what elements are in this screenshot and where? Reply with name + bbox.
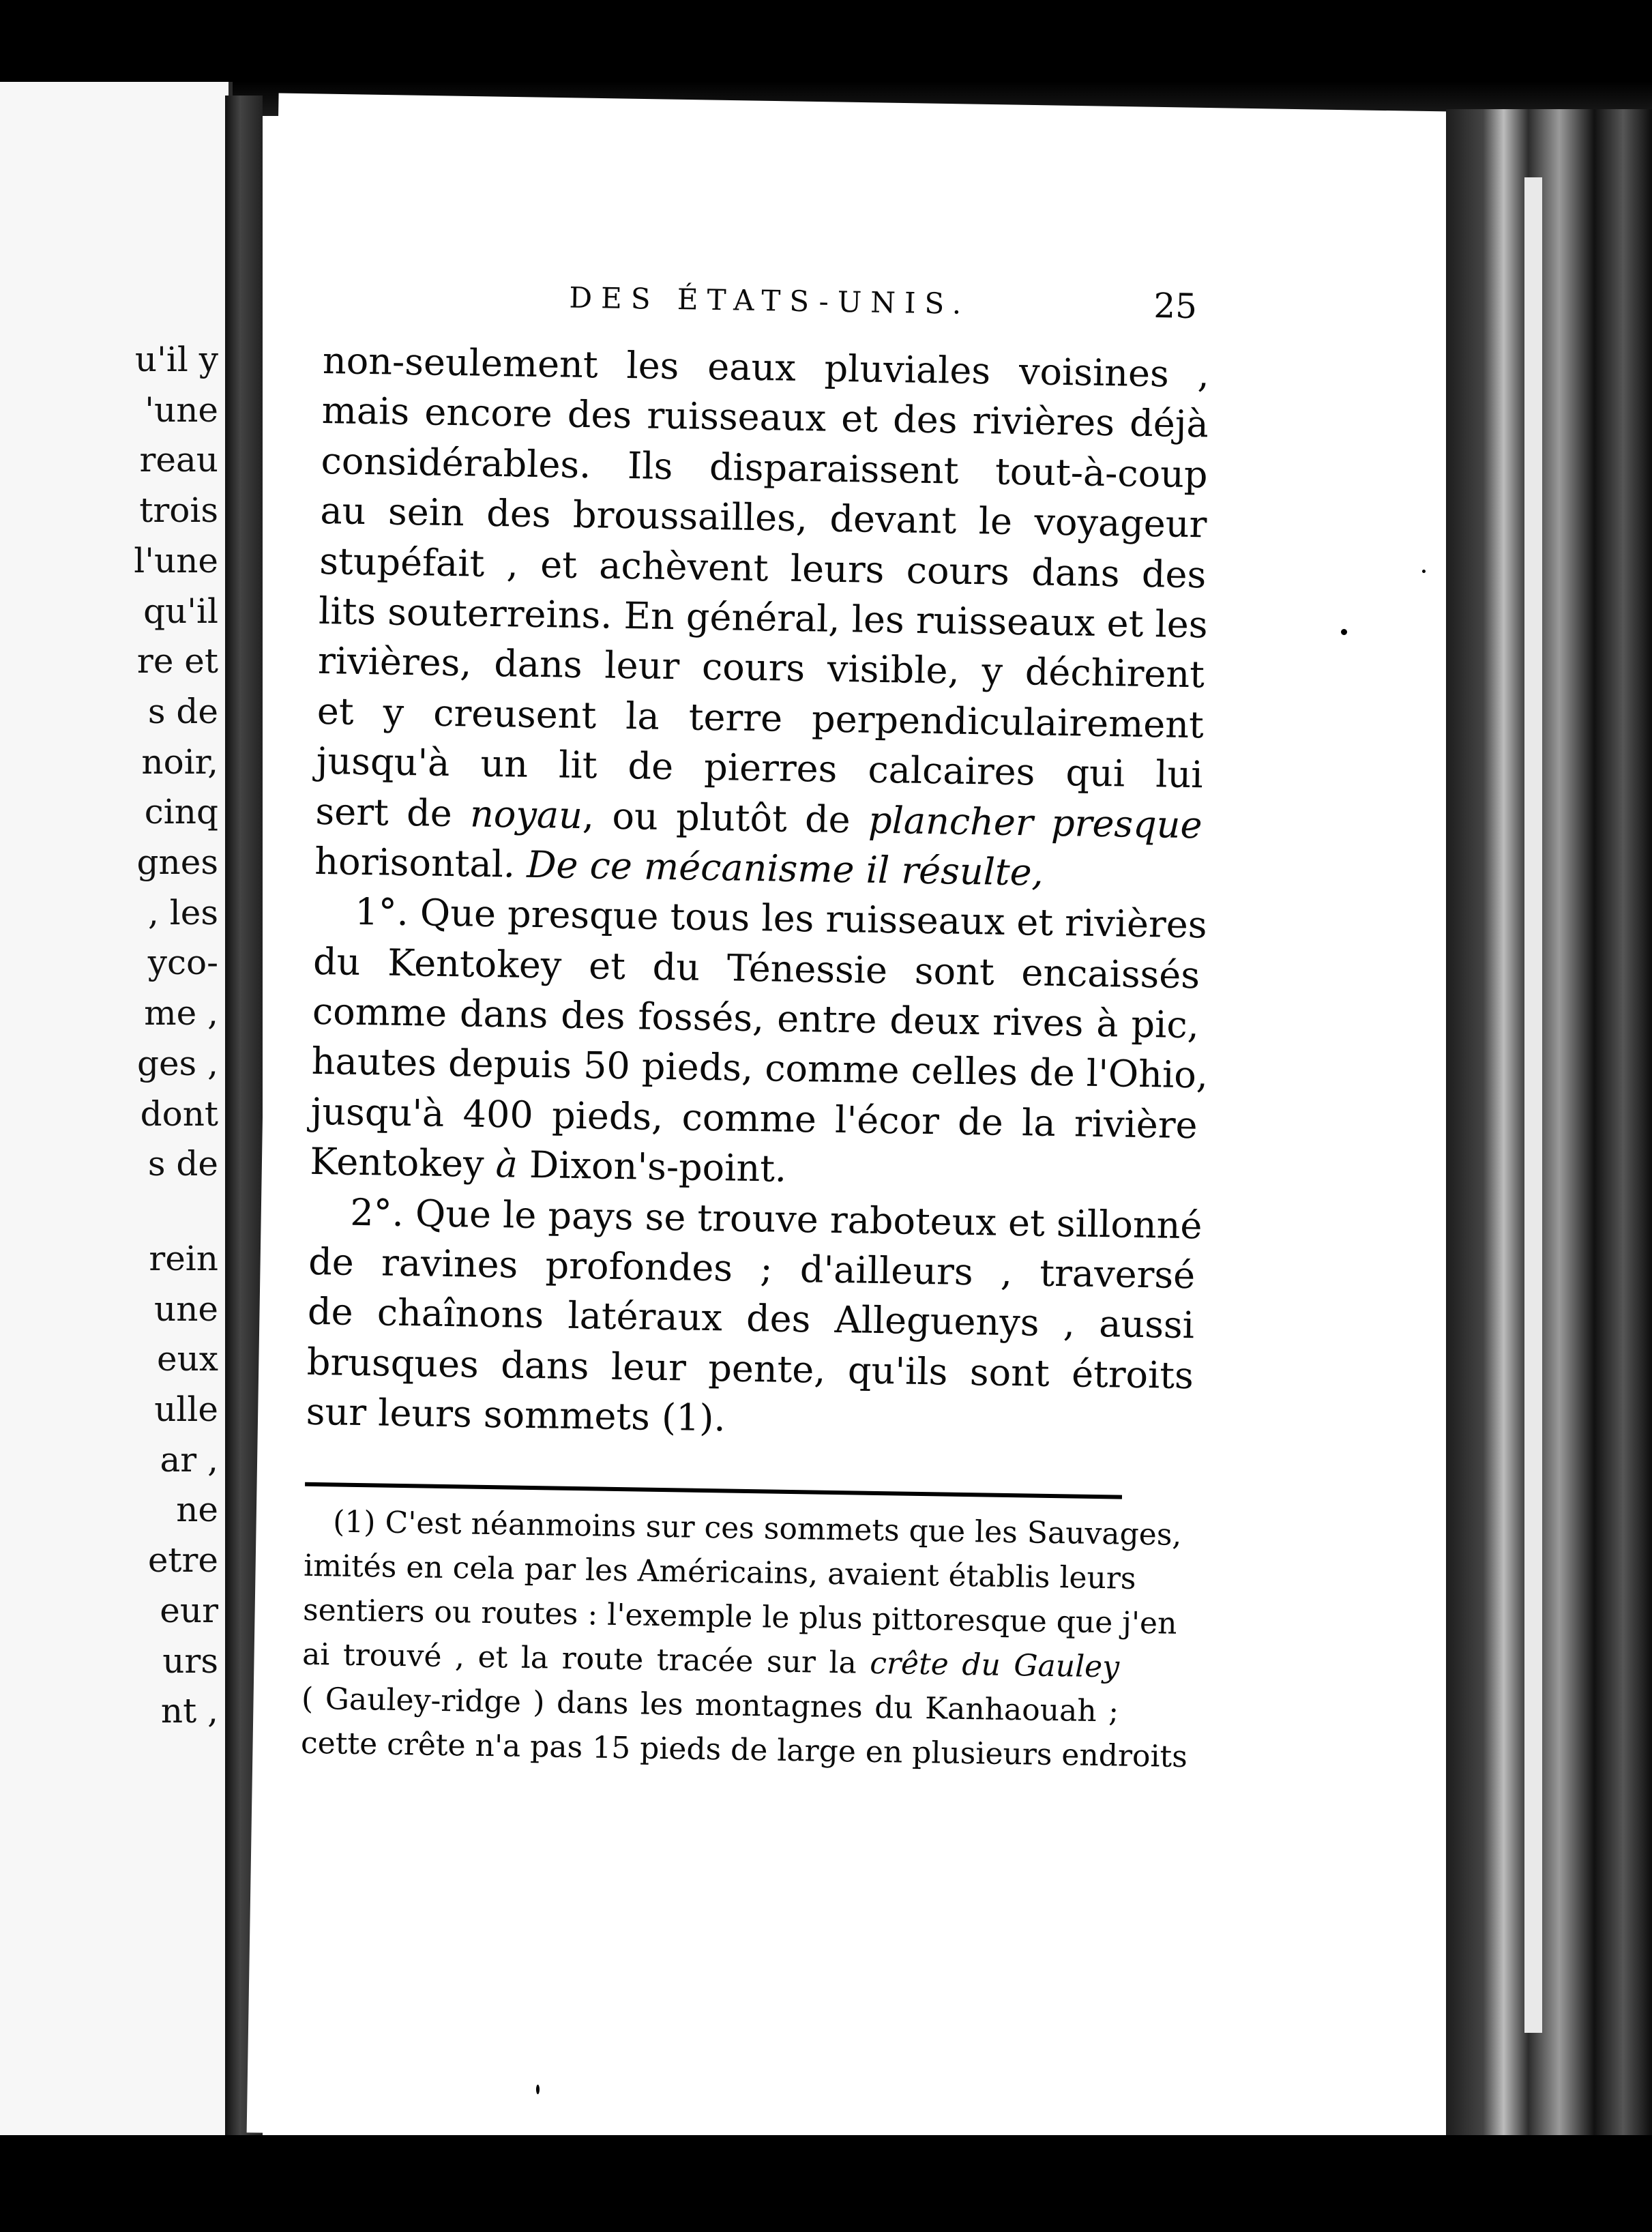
italic-run: noyau [469, 791, 583, 837]
italic-run: . [774, 1147, 787, 1191]
italic-run: crête du Gauley [869, 1645, 1120, 1685]
left-page-fragment: cinq [144, 792, 218, 832]
text-run: Kentokey [310, 1140, 485, 1186]
text-run: mais encore des ruisseaux et des rivières déjà [321, 389, 1209, 446]
left-page-fragment: une [154, 1289, 218, 1329]
footnote-rule [305, 1482, 1122, 1499]
text-run: hautes depuis 50 pieds, comme celles de l'Ohio, [311, 1040, 1209, 1097]
left-page-fragment: , les [147, 892, 218, 933]
page-edge-highlight [1524, 177, 1542, 2033]
left-page-fragment: u'il y [134, 340, 218, 379]
text-run: considérables. Ils disparaissent tout-à-coup [321, 439, 1209, 497]
left-page-fragment: eur [160, 1590, 218, 1630]
text-run: imités en cela par les Américains, avaient établis leurs [303, 1548, 1136, 1596]
text-run: de ravines profondes ; d'ailleurs , traversé [308, 1239, 1196, 1297]
text-run: horisontal [314, 839, 504, 886]
body-text [306, 336, 1209, 1451]
left-page-fragment: ne [176, 1490, 218, 1530]
left-page-fragment: s de [147, 1144, 218, 1184]
text-run: brusques dans leur pente, qu'ils sont étroits [306, 1340, 1194, 1398]
italic-run: à [484, 1143, 530, 1187]
text-run: sert de [315, 789, 471, 835]
left-page-fragment: rein [149, 1238, 218, 1278]
text-run: ( Gauley-ridge ) dans les montagnes du Kanhaouah ; [301, 1681, 1119, 1729]
text-run: sur leurs sommets (1). [306, 1390, 726, 1440]
left-page-fragment: re et [136, 641, 218, 681]
left-page-fragment: ges , [136, 1043, 218, 1083]
text-run: et y creusent la terre perpendiculairement [316, 689, 1205, 747]
page-number: 25 [1153, 286, 1198, 327]
left-page-fragment: eux [157, 1339, 218, 1379]
text-run: Dixon's-point [529, 1143, 776, 1190]
left-page-fragment: gnes [136, 842, 218, 882]
left-page-fragment: 'une [145, 390, 218, 430]
left-page-fragment: trois [139, 490, 218, 531]
text-run: stupéfait , et achèvent leurs cours dans des [319, 539, 1207, 596]
scan-bottom-border [0, 2135, 1652, 2232]
text-run: sentiers ou routes : l'exemple le plus pittoresque que j'en [302, 1592, 1177, 1641]
page-content [301, 273, 1211, 1780]
text-run: 1°. Que presque tous les ruisseaux et rivières [354, 890, 1207, 947]
left-page-fragment: qu'il [143, 591, 218, 631]
text-run: rivières, dans leur cours visible, y déchirent [317, 639, 1205, 696]
italic-run: plancher presque [868, 798, 1203, 847]
text-run: cette crête n'a pas 15 pieds de large en plusieurs endroits [300, 1725, 1188, 1774]
left-page-fragment: etre [147, 1540, 218, 1581]
left-page-fragment: ar , [160, 1439, 218, 1480]
text-run: , ou plutôt de [582, 793, 869, 842]
text-run: (1) C'est néanmoins sur ces sommets que les Sauvages, [332, 1504, 1182, 1553]
left-page-fragment: me , [144, 993, 218, 1033]
running-head-title: DES ÉTATS-UNIS. [569, 280, 971, 321]
left-page-fragment: yco- [147, 943, 218, 983]
italic-run: . De ce mécanisme il résulte, [503, 842, 1044, 894]
left-page-fragment: nt , [160, 1691, 218, 1731]
text-run: lits souterreins. En général, les ruisseaux et les [318, 589, 1208, 647]
text-run: au sein des broussailles, devant le voyageur [320, 489, 1207, 546]
left-page-fragment: ulle [154, 1390, 218, 1429]
text-run: jusqu'à un lit de pierres calcaires qui lui [316, 739, 1204, 797]
left-page-fragment: s de [147, 691, 218, 731]
footnote [301, 1499, 1192, 1779]
left-page-fragment: dont [140, 1093, 218, 1134]
left-page-fragment: urs [162, 1641, 218, 1681]
text-run: comme dans des fossés, entre deux rives à pic, [312, 989, 1200, 1047]
text-run: jusqu'à 400 pieds, comme l'écor de la rivière [310, 1089, 1198, 1147]
text-run: non-seulement les eaux pluviales voisines , [322, 338, 1210, 396]
page-edges [1446, 109, 1652, 2142]
text-run: ai trouvé , et la route tracée sur la [301, 1636, 870, 1681]
left-page-fragment: noir, [141, 741, 218, 782]
left-page-fragment: l'une [134, 540, 218, 581]
left-page-fragment: reau [139, 440, 218, 480]
text-run: de chaînons latéraux des Alleguenys , aussi [307, 1290, 1195, 1347]
text-run: du Kentokey et du Ténessie sont encaissés [312, 939, 1200, 997]
text-run: 2°. Que le pays se trouve raboteux et sillonné [349, 1190, 1203, 1248]
